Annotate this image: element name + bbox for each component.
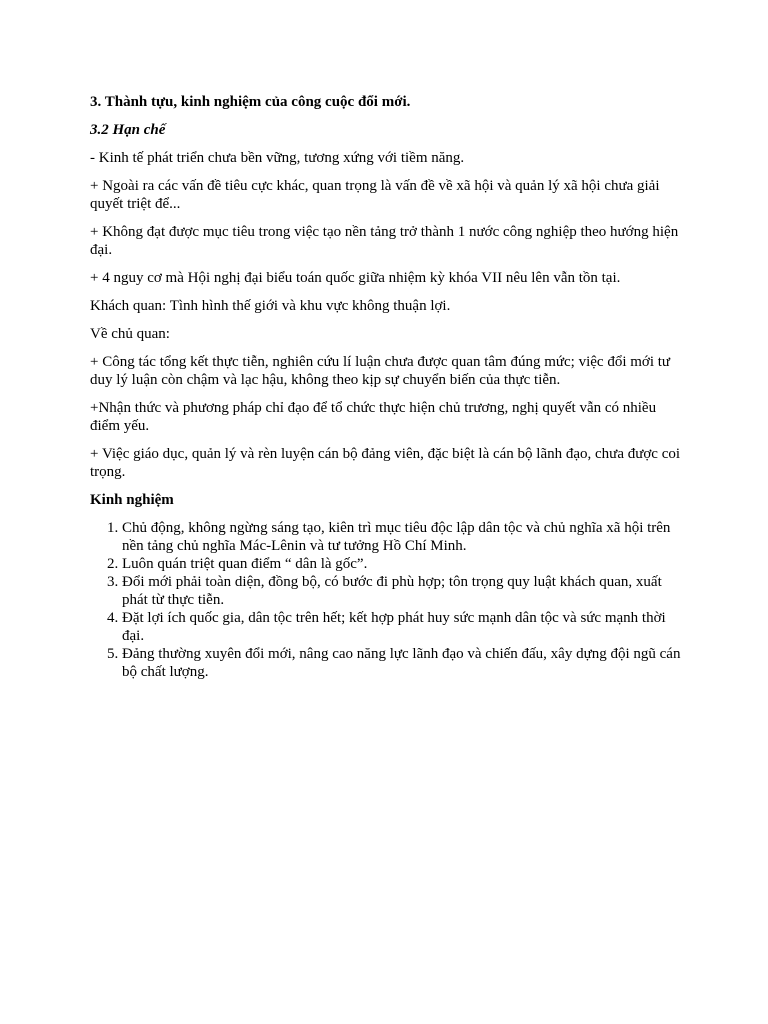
paragraph-economy: - Kinh tế phát triển chưa bền vững, tương xứng với tiềm năng. xyxy=(90,150,465,166)
paragraph-industrialization: + Không đạt được mục tiêu trong việc tạo nền tảng trở thành 1 nước công nghiệp theo hướng hiện đại. xyxy=(90,224,679,258)
list-item: 4. Đặt lợi ích quốc gia, dân tộc trên hết; kết hợp phát huy sức mạnh dân tộc và sức mạnh thời đại. xyxy=(122,609,682,645)
subsection-heading: 3.2 Hạn chế xyxy=(90,122,166,138)
paragraph-cadre-training: + Việc giáo dục, quản lý và rèn luyện cán bộ đảng viên, đặc biệt là cán bộ lãnh đạo, chưa được coi trọng. xyxy=(90,446,681,480)
paragraph-theory: + Công tác tổng kết thực tiễn, nghiên cứu lí luận chưa được quan tâm đúng mức; việc đổi mới tư duy lý luận còn chậm và lạc hậu, không theo kịp sự chuyển biến của thực tiễn. xyxy=(90,354,671,388)
paragraph-awareness: +Nhận thức và phương pháp chỉ đạo để tổ chức thực hiện chủ trương, nghị quyết vẫn có nhiều điểm yếu. xyxy=(90,400,657,434)
document-page xyxy=(90,93,682,681)
list-item: 1. Chủ động, không ngừng sáng tạo, kiên trì mục tiêu độc lập dân tộc và chủ nghĩa xã hội trên nền tảng chủ nghĩa Mác-Lênin và tư tưởng Hồ Chí Minh. xyxy=(122,519,682,555)
paragraph-objective: Khách quan: Tình hình thế giới và khu vực không thuận lợi. xyxy=(90,298,451,314)
lessons-list xyxy=(90,519,682,681)
section-heading: 3. Thành tựu, kinh nghiệm của công cuộc đổi mới. xyxy=(90,94,411,110)
lessons-title: Kinh nghiệm xyxy=(90,492,174,508)
list-item: 3. Đổi mới phải toàn diện, đồng bộ, có bước đi phù hợp; tôn trọng quy luật khách quan, xuất phát từ thực tiễn. xyxy=(122,573,682,609)
paragraph-four-risks: + 4 nguy cơ mà Hội nghị đại biểu toán quốc giữa nhiệm kỳ khóa VII nêu lên vẫn tồn tại. xyxy=(90,270,621,286)
list-item: 2. Luôn quán triệt quan điểm “ dân là gốc”. xyxy=(122,555,682,573)
paragraph-social-issues: + Ngoài ra các vấn đề tiêu cực khác, quan trọng là vấn đề về xã hội và quản lý xã hội chưa giải quyết triệt để... xyxy=(90,178,660,212)
list-item: 5. Đảng thường xuyên đổi mới, nâng cao năng lực lãnh đạo và chiến đấu, xây dựng đội ngũ cán bộ chất lượng. xyxy=(122,645,682,681)
paragraph-subjective: Về chủ quan: xyxy=(90,326,170,342)
